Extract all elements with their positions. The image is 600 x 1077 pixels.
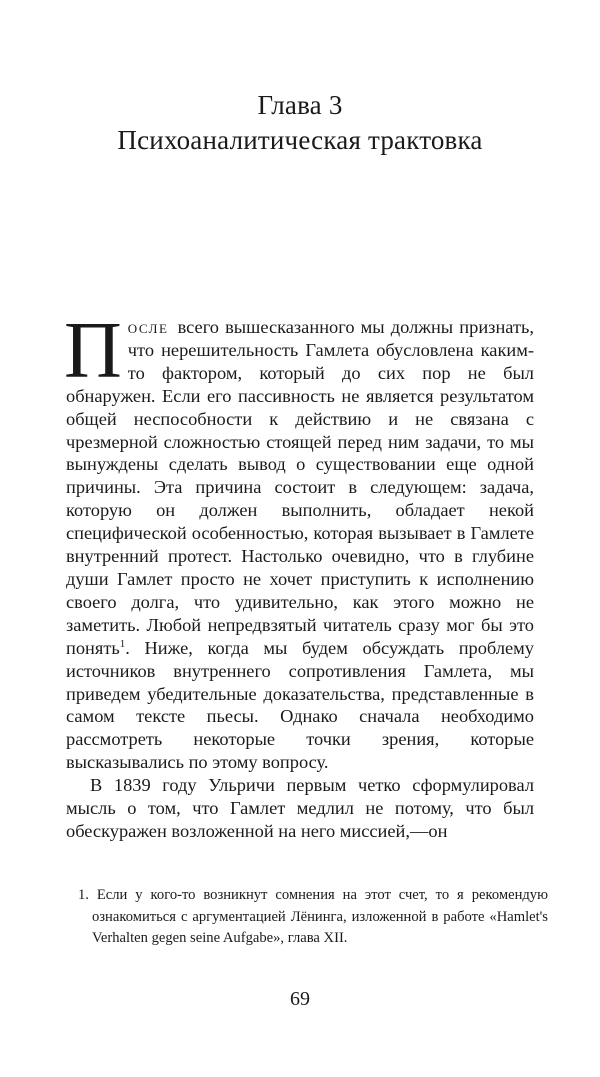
- body-text: [64, 307, 534, 843]
- lead-small-caps: осле: [127, 317, 169, 337]
- paragraph-2: В 1839 году Ульричи первым четко сформулировал мысль о том, что Гамлет медлил не потому, что был обескуражен возложенной на него миссией,—он: [66, 775, 534, 841]
- chapter-title: Психоаналитическая трактовка: [117, 125, 483, 155]
- paragraph-1: [64, 307, 534, 774]
- footnote: 1. Если у кого-то возникнут сомнения на этот счет, то я рекомендую ознакомиться с аргументацией Лёнинга, изложенной в работе «Hamlet's Verhalten gegen seine Aufgabe», глава XII.: [78, 887, 548, 946]
- chapter-heading: [66, 88, 534, 158]
- paragraph-1-text: всего вышесказанного мы должны признать, что нерешительность Гамлета обусловлена каким-то фактором, который до сих пор не был обнаружен. Если его пассивность не является результатом общей неспособности к действию и не связана с чрезмерной сложностью стоящей перед ним задачи, то мы вынуждены сделать вывод о существовании еще одной причины. Эта причина состоит в следующем: задача, которую он должен выполнить, обладает некой специфической особенностью, которая вызывает в Гамлете внутренний протест. Настолько очевидно, что в глубине души Гамлет просто не хочет приступить к исполнению своего долга, что удивительно, как этого можно не заметить. Любой непредвзятый читатель сразу мог бы это понять: [66, 317, 534, 658]
- drop-cap: П: [64, 307, 122, 395]
- chapter-number: Глава 3: [257, 90, 343, 120]
- footnote-marker[interactable]: 1: [119, 637, 126, 650]
- page-number: 69: [290, 988, 310, 1010]
- paragraph-1-tail: . Ниже, когда мы будем обсуждать проблему источников внутреннего сопротивления Гамлета, мы приведем убедительные доказательства, представленные в самом тексте пьесы. Однако сначала необходимо рассмотреть некоторые точки зрения, которые высказывались по этому вопросу.: [66, 637, 534, 773]
